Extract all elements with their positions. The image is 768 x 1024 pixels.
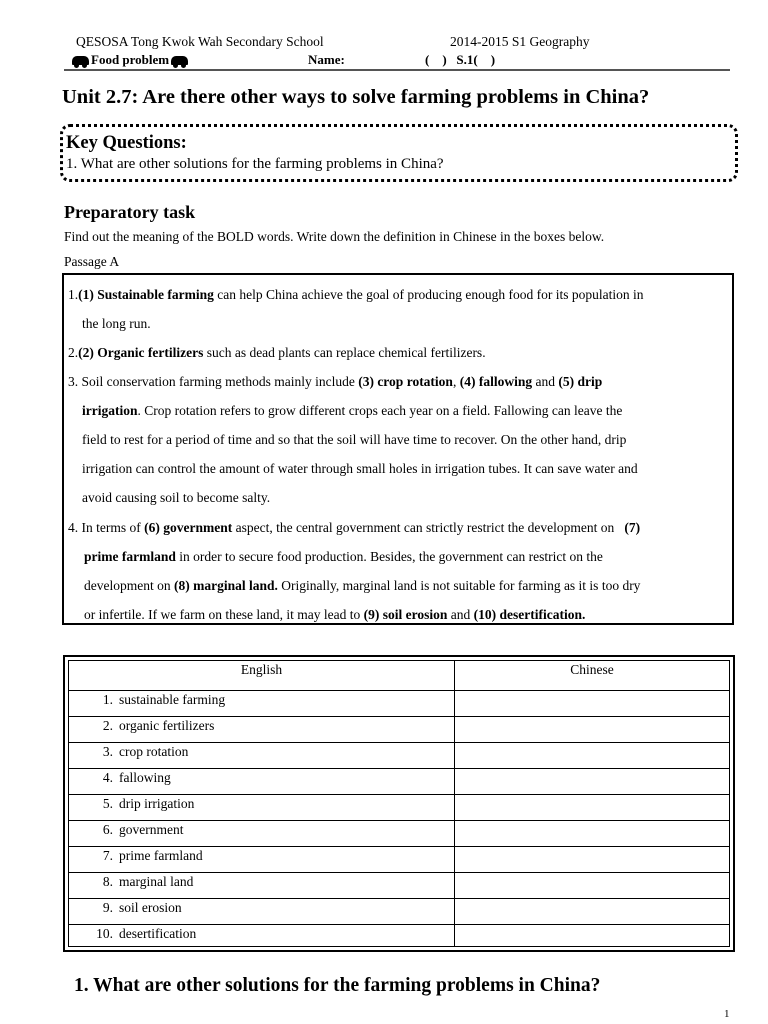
passage-line [84,578,640,594]
cell-english [91,718,214,734]
table-row [69,847,729,873]
table-row [69,691,729,717]
passage-line [82,316,151,332]
passage-text: field to rest for a period of time and so that the soil will have time to recover. On the other hand, drip [82,432,627,447]
term-text: crop rotation [119,744,189,759]
bold-term: prime farmland [84,549,176,564]
key-questions-title: Key Questions: [66,133,187,153]
passage-text: aspect, the central government can strictly restrict the development on [232,520,625,535]
key-questions-text: 1. What are other solutions for the farming problems in China? [66,156,444,172]
passage-line [68,287,644,303]
cell-english [91,770,171,786]
row-number: 4. [102,770,113,785]
passage-text: avoid causing soil to become salty. [82,490,271,505]
cell-english [91,692,225,708]
term-text: organic fertilizers [119,718,215,733]
cell-english [91,744,188,760]
passage-text: 1. [68,287,79,302]
table-row [69,873,729,899]
topic-label: Food problem [91,52,170,67]
bold-term: (1) Sustainable farming [78,287,214,302]
passage-text: in order to secure food production. Besides, the government can restrict on the [175,549,603,564]
car-icon [72,56,89,65]
passage-text: Originally, marginal land is not suitable for farming as it is too dry [277,578,641,593]
term-text: desertification [119,926,197,941]
passage-text: and [532,374,559,389]
passage-text: or infertile. If we farm on these land, it may lead to [84,607,364,622]
section-1-title: 1. What are other solutions for the farming problems in China? [74,975,601,996]
cell-english [91,822,183,838]
row-number: 5. [102,796,113,811]
cell-english [91,796,194,812]
cell-english [91,926,196,942]
row-number: 10. [96,926,113,941]
row-number: 8. [102,874,113,889]
passage-line [82,490,270,506]
bold-term: (2) Organic fertilizers [78,345,204,360]
class-label: ( ) S.1( ) [425,52,496,67]
name-label: Name: [308,52,345,67]
cell-english [91,900,182,916]
bold-term: (3) crop rotation [358,374,453,389]
header-line [76,34,696,50]
passage-text: irrigation can control the amount of water through small holes in irrigation tubes. It can save water and [82,461,638,476]
topic-label-wrap [70,52,190,68]
bold-term: irrigation [82,403,138,418]
term-text: government [119,822,184,837]
table-header-row [69,661,729,691]
row-number: 6. [102,822,113,837]
passage-line [68,520,640,536]
cell-english [91,848,203,864]
passage-text: 3. Soil conservation farming methods mainly include [68,374,359,389]
bold-term: (6) government [144,520,233,535]
bold-term: (4) fallowing [459,374,533,389]
row-number: 3. [102,744,113,759]
passage-text: 2. [68,345,79,360]
vocabulary-table-inner [68,660,730,947]
page-number: 1 [724,1008,730,1020]
passage-line [84,607,585,623]
row-number: 2. [102,718,113,733]
bold-term: (5) drip [558,374,603,389]
passage-line [84,549,603,565]
passage-text: . Crop rotation refers to grow different crops each year on a field. Fallowing can leave the [137,403,623,418]
vocabulary-table [63,655,735,952]
table-row [69,717,729,743]
school-name: QESOSA Tong Kwok Wah Secondary School [76,34,324,49]
bold-term: (9) soil erosion [363,607,448,622]
table-row [69,795,729,821]
passage-label: Passage A [64,254,120,269]
bold-term: (8) marginal land. [173,578,278,593]
course-label: 2014-2015 S1 Geography [450,34,590,49]
header-chinese: Chinese [570,662,614,677]
term-text: fallowing [119,770,171,785]
row-number: 7. [102,848,113,863]
term-text: sustainable farming [119,692,226,707]
bold-term: (10) desertification. [473,607,586,622]
table-row [69,769,729,795]
preparatory-instruction: Find out the meaning of the BOLD words. Write down the definition in Chinese in the boxes below. [64,229,605,244]
passage-text: such as dead plants can replace chemical fertilizers. [203,345,486,360]
passage-line [82,432,626,448]
table-row [69,821,729,847]
preparatory-title: Preparatory task [64,202,196,222]
car-icon [171,56,188,65]
table-row [69,925,729,950]
term-text: soil erosion [119,900,182,915]
passage-text: development on [84,578,174,593]
cell-english [91,874,193,890]
term-text: marginal land [119,874,194,889]
header-english: English [240,662,283,677]
passage-box [62,273,734,625]
passage-text: 4. In terms of [68,520,145,535]
passage-text: and [447,607,474,622]
term-text: drip irrigation [119,796,195,811]
row-number: 9. [102,900,113,915]
passage-text: can help China achieve the goal of producing enough food for its population in [213,287,644,302]
row-number: 1. [102,692,113,707]
passage-line [82,461,638,477]
table-row [69,899,729,925]
table-row [69,743,729,769]
passage-text: , [452,374,460,389]
term-text: prime farmland [119,848,203,863]
header-divider [64,69,730,71]
passage-line [82,403,622,419]
unit-title: Unit 2.7: Are there other ways to solve farming problems in China? [62,86,650,108]
passage-text: the long run. [82,316,151,331]
passage-line [68,374,602,390]
bold-term: (7) [624,520,641,535]
passage-line [68,345,486,361]
